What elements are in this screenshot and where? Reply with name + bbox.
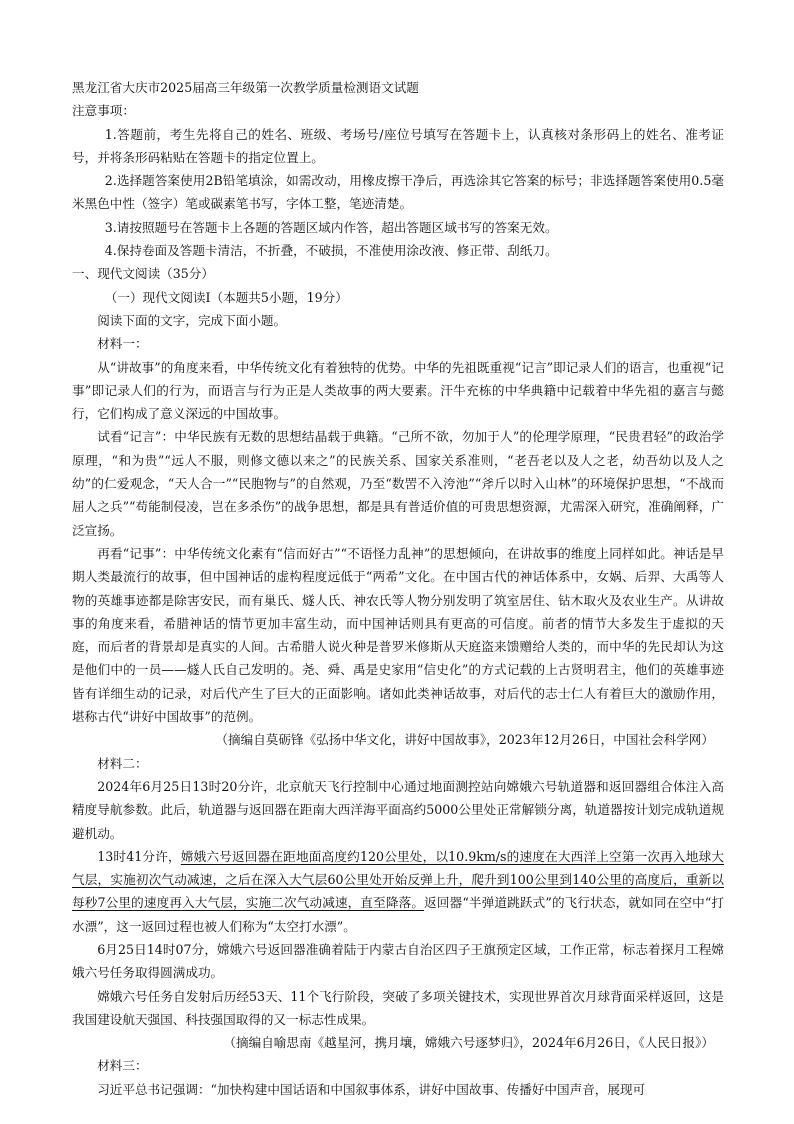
paragraph-tail: 返回器“半弹道跳跃式”的飞行状态，就如同在空中“打水漂”，这一返回过程也被人们称为“太空打水漂”。: [72, 895, 724, 934]
section-heading: 一、现代文阅读（35分）: [72, 266, 214, 282]
page-title: 黑龙江省大庆市2025届高三年级第一次教学质量检测语文试题: [72, 80, 419, 95]
material-1-paragraph: 再看“记事”：中华传统文化素有“信而好古”“不语怪力乱神”的思想倾向，在讲故事的维度上同样如此。神话是早期人类最流行的故事，但中国神话的虚构程度远低于“两希”文化。在中国古代的神话体系中，女娲、后羿、大禹等人物的英雄事迹都是除害安民，而有巢氏、燧人氏、神农氏等人物分别发明了筑室居住、钻木取火及农业生产。从讲故事的角度来看，希腊神话的情节更加丰富生动，而中国神话则具有更高的可信度。前者的情节大多发生于虚拟的天庭，而后者的背景却是真实的人间。古希腊人说火种是普罗米修斯从天庭盗来馈赠给人类的，而中华的先民却认为这是他们中的一员——燧人氏自己发明的。尧、舜、禹是史家用“信史化”的方式记载的上古贤明君主，他们的英雄事迹皆有详细生动的记录，对后代产生了巨大的正面影响。诸如此类神话故事，对后代的志士仁人有着巨大的激励作用，堪称古代“讲好中国故事”的范例。: [72, 545, 724, 725]
material-1-label: 材料一：: [97, 336, 148, 352]
material-2-paragraph: 嫦娥六号任务自发射后历经53天、11个飞行阶段，突破了多项关键技术，实现世界首次月球背面采样返回，这是我国建设航天强国、科技强国取得的又一标志性成果。: [72, 988, 724, 1027]
material-1-source: （摘编自莫砺锋《弘扬中华文化，讲好中国故事》，2023年12月26日，中国社会科学网）: [215, 732, 714, 748]
material-1-paragraph: 试看“记言”：中华民族有无数的思想结晶载于典籍。“己所不欲，勿加于人”的伦理学原理，“民贵君轻”的政治学原理，“和为贵”“远人不服，则修文德以来之”的民族关系、国家关系准则，“老吾老以及人之老，幼吾幼以及人之幼”的仁爱观念，“天人合一”“民胞物与”的自然观，乃至“数罟不入洿池”“斧斤以时入山林”的环境保护思想，“不战而屈人之兵”“苟能制侵凌，岂在多杀伤”的战争思想，都是具有普适价值的可贵思想资源，尤需深入研究，准确阐释，广泛宣扬。: [72, 429, 724, 538]
underlined-passage: 嫦娥六号返回器在距地面高度约120公里处，以10.9km/s的速度在大西洋上空第一次再入地球大气层，实施初次气动减速，之后在深入大气层60公里处开始反弹上升，爬升到100公里到140公里的高度后，重新以每秒7公里的速度再入大气层，实施二次气动减速，直至降落。: [72, 848, 724, 911]
material-2-label: 材料二：: [97, 755, 148, 771]
material-1-paragraph: 从“讲故事”的角度来看，中华传统文化有着独特的优势。中华的先祖既重视“记言”即记录人们的语言，也重视“记事”即记录人们的行为，而语言与行为正是人类故事的两大要素。汗牛充栋的中华典籍中记载着中华先祖的嘉言与懿行，它们构成了意义深远的中国故事。: [72, 359, 724, 422]
material-3-paragraph: 习近平总书记强调：“加快构建中国话语和中国叙事体系，讲好中国故事、传播好中国声音，展现可: [97, 1081, 646, 1097]
material-2-paragraph: 2024年6月25日13时20分许，北京航天飞行控制中心通过地面测控站向嫦娥六号轨道器和返回器组合体注入高精度导航参数。此后，轨道器与返回器在距南大西洋海平面高约5000公里处正常解锁分离，轨道器按计划完成轨道规避机动。: [72, 778, 724, 841]
notice-item-2: 2.选择题答案使用2B铅笔填涂，如需改动，用橡皮擦干净后，再选涂其它答案的标号；非选择题答案使用0.5毫米黑色中性（签字）笔或碳素笔书写，字体工整，笔迹清楚。: [72, 173, 724, 212]
notice-heading: 注意事项：: [72, 103, 135, 119]
notice-item-1: 1.答题前，考生先将自己的姓名、班级、考场号/座位号填写在答题卡上，认真核对条形码上的姓名、准考证号，并将条形码粘贴在答题卡的指定位置上。: [72, 126, 724, 165]
reading-instruction: 阅读下面的文字，完成下面小题。: [97, 312, 287, 328]
material-2-paragraph: [72, 845, 724, 938]
notice-item-4: 4.保持卷面及答题卡清洁，不折叠，不破损，不准使用涂改液、修正带、刮纸刀。: [104, 243, 558, 259]
notice-item-3: 3.请按照题号在答题卡上各题的答题区域内作答，超出答题区域书写的答案无效。: [104, 219, 558, 235]
material-2-source: （摘编自喻思南《越星河，携月壤，嫦娥六号逐梦归》，2024年6月26日，《人民日报》）: [223, 1035, 714, 1051]
sub-section-heading: （一）现代文阅读Ⅰ（本题共5小题，19分）: [104, 289, 348, 305]
material-2-paragraph: 6月25日14时07分，嫦娥六号返回器准确着陆于内蒙古自治区四子王旗预定区域，工作正常，标志着探月工程嫦娥六号任务取得圆满成功。: [72, 941, 724, 981]
paragraph-lead: 13时41分许，: [97, 848, 181, 864]
material-3-label: 材料三：: [97, 1058, 148, 1074]
